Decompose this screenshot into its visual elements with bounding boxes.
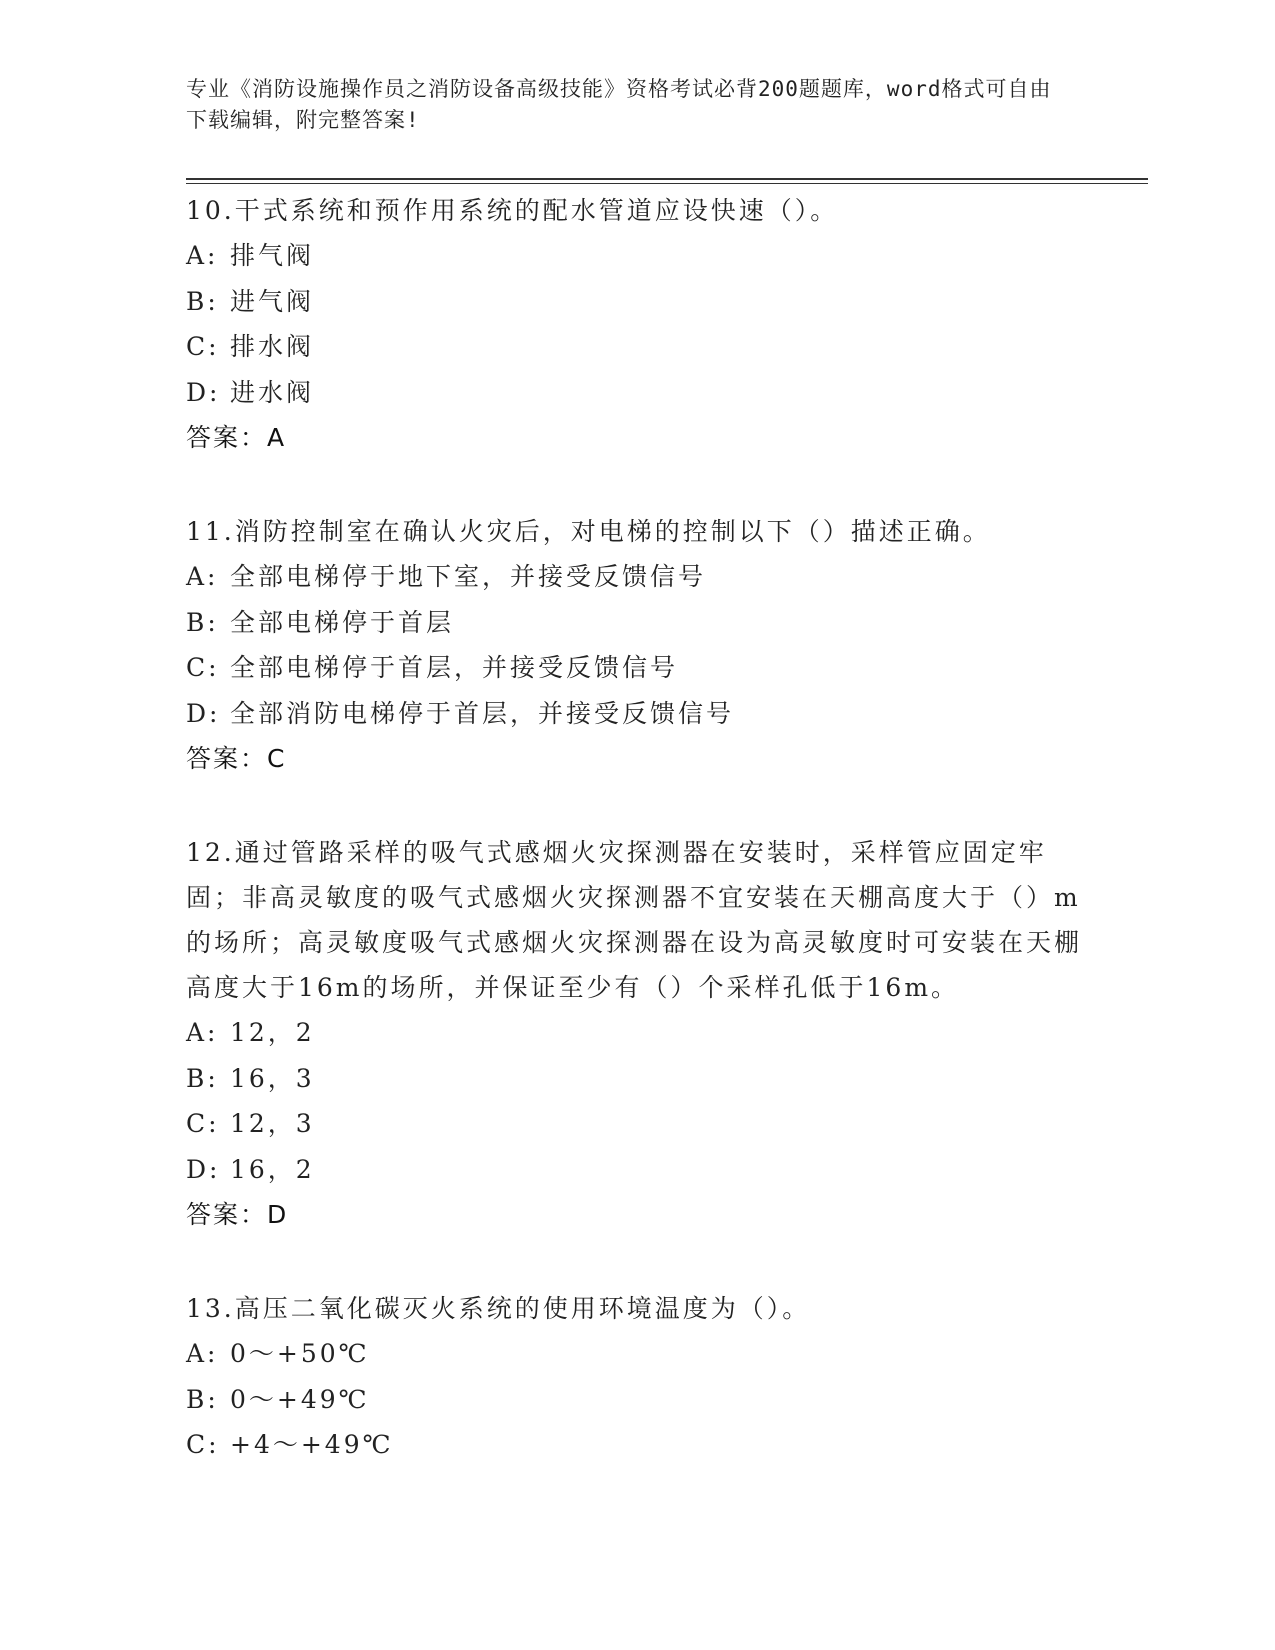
option-a [186, 1010, 1086, 1056]
option-a [186, 233, 1086, 279]
option-a [186, 554, 1086, 600]
option-key: B: [186, 607, 219, 637]
option-text: 进水阀 [230, 377, 315, 407]
option-text: 全部电梯停于地下室，并接受反馈信号 [230, 562, 707, 591]
option-c [186, 1422, 1086, 1468]
option-text: 12，3 [230, 1109, 315, 1138]
option-text: 全部电梯停于首层，并接受反馈信号 [230, 653, 679, 682]
option-text: 排气阀 [230, 241, 315, 270]
question-list [186, 188, 1086, 1517]
question-item [186, 509, 1086, 781]
question-stem: 12.通过管路采样的吸气式感烟火灾探测器在安装时，采样管应固定牢固；非高灵敏度的吸气式感烟火灾探测器不宜安装在天棚高度大于（）m的场所；高灵敏度吸气式感烟火灾探测器在设为高灵敏度时可安装在天棚高度大于16m的场所，并保证至少有（）个采样孔低于16m。 [186, 838, 1083, 1002]
option-key: B: [186, 1063, 219, 1093]
option-key: A: [186, 1339, 219, 1368]
answer-line: 答案：C [186, 744, 287, 773]
answer-line: 答案：D [186, 1200, 289, 1229]
option-text: 0～+50℃ [230, 1339, 370, 1368]
option-key: C: [186, 653, 220, 682]
header-divider-thin [186, 183, 1148, 184]
header-divider [186, 178, 1148, 180]
option-text: 16，3 [230, 1063, 315, 1093]
option-text: 12，2 [230, 1018, 315, 1047]
option-key: B: [186, 286, 219, 316]
option-c [186, 324, 1086, 370]
option-key: A: [186, 1018, 219, 1047]
option-key: C: [186, 1109, 220, 1138]
option-key: A: [186, 562, 219, 591]
option-key: B: [186, 1384, 219, 1414]
option-text: 排水阀 [230, 332, 315, 361]
question-item [186, 188, 1086, 460]
option-d [186, 370, 1086, 416]
option-b [186, 1377, 1086, 1423]
answer-line: 答案：A [186, 423, 287, 452]
option-text: 全部消防电梯停于首层，并接受反馈信号 [230, 698, 735, 728]
option-c [186, 645, 1086, 691]
option-text: 16，2 [230, 1154, 315, 1184]
option-key: C: [186, 1430, 220, 1459]
question-item [186, 1286, 1086, 1468]
option-key: A: [186, 241, 219, 270]
option-text: +4～+49℃ [230, 1430, 394, 1459]
option-key: D: [186, 377, 221, 407]
question-stem: 11.消防控制室在确认火灾后，对电梯的控制以下（）描述正确。 [186, 517, 991, 546]
option-d [186, 691, 1086, 737]
option-text: 全部电梯停于首层 [230, 607, 455, 637]
option-key: D: [186, 698, 221, 728]
question-stem: 10.干式系统和预作用系统的配水管道应设快速（）。 [186, 196, 839, 225]
option-key: D: [186, 1154, 221, 1184]
option-key: C: [186, 332, 220, 361]
option-b [186, 600, 1086, 646]
question-item [186, 830, 1086, 1237]
option-a [186, 1331, 1086, 1377]
option-text: 0～+49℃ [230, 1384, 370, 1414]
option-b [186, 279, 1086, 325]
option-text: 进气阀 [230, 286, 315, 316]
document-intro: 专业《消防设施操作员之消防设备高级技能》资格考试必背200题题库，word格式可自由下载编辑，附完整答案! [186, 77, 1052, 132]
option-b [186, 1056, 1086, 1102]
option-d [186, 1147, 1086, 1193]
option-c [186, 1101, 1086, 1147]
question-stem: 13.高压二氧化碳灭火系统的使用环境温度为（）。 [186, 1294, 811, 1323]
